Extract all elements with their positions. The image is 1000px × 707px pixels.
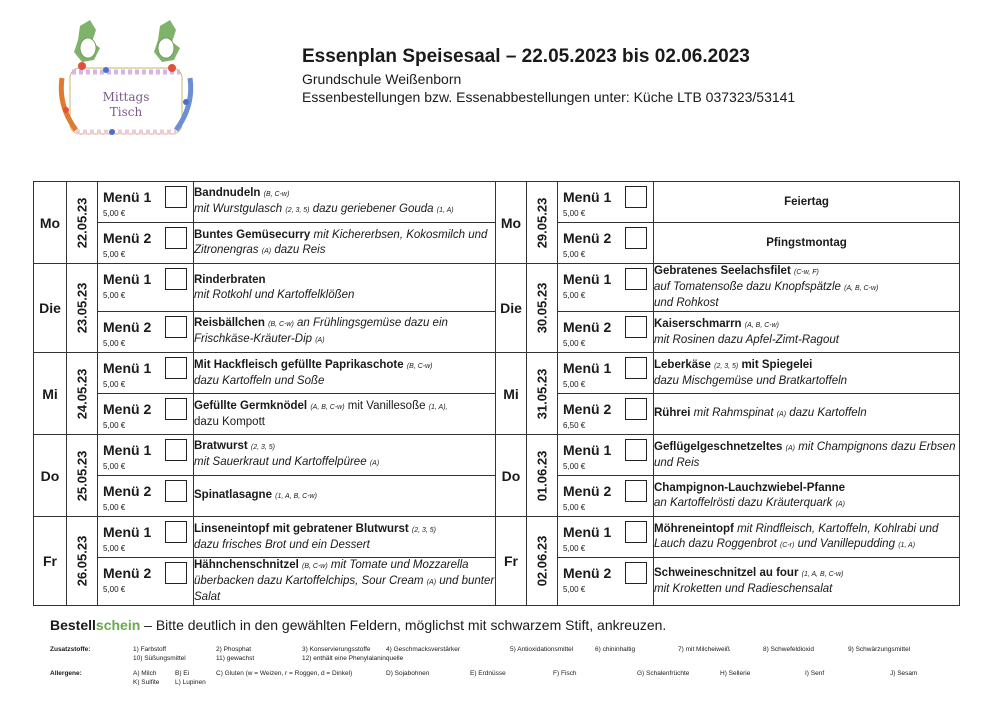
date-cell (67, 264, 98, 353)
menu-1-cell (98, 517, 194, 558)
menu-2-cell (98, 476, 194, 517)
menu-2-cell (558, 394, 654, 435)
date-cell (527, 182, 558, 264)
allergen-item: J) Sesam (890, 670, 918, 677)
allergen-item: A) Milch K) Sulfite (133, 670, 160, 686)
menu-price: 5,00 € (103, 544, 126, 553)
menu-label: Menü 1 (563, 271, 612, 287)
dish-menu-1: Mit Hackfleisch gefüllte Paprikaschote (B, C-w) dazu Kartoffeln und Soße (194, 353, 496, 394)
order-instruction: Bestellschein – Bitte deutlich in den gewählten Feldern, möglichst mit schwarzem Stift, ankreuzen. (50, 617, 667, 633)
order-checkbox[interactable] (165, 521, 187, 543)
date-label: 31.05.23 (534, 368, 550, 419)
dish-menu-2: Hähnchenschnitzel (B, C-w) mit Tomate und Mozzarella überbacken dazu Kartoffelchips, Sour Cream (A) und bunter Salat (194, 558, 496, 606)
order-checkbox[interactable] (165, 186, 187, 208)
weekday: Do (34, 435, 67, 517)
date-cell (67, 517, 98, 606)
date-label: 30.05.23 (534, 282, 550, 334)
menu-label: Menü 2 (563, 483, 612, 499)
order-checkbox[interactable] (165, 316, 187, 338)
allergen-item: I) Senf (805, 670, 825, 677)
order-checkbox[interactable] (625, 439, 647, 461)
order-checkbox[interactable] (165, 398, 187, 420)
menu-2-cell (98, 312, 194, 353)
additive-item: 8) Schwefeldioxid (763, 646, 814, 653)
dish-menu-2: Spinatlasagne (1, A, B, C-w) (194, 476, 496, 517)
menu-price: 5,00 € (563, 250, 586, 259)
menu-1-cell (558, 353, 654, 394)
dish-menu-2: Champignon-Lauchzwiebel-Pfanne an Kartoffelrösti dazu Kräuterquark (A) (654, 476, 960, 517)
menu-1-cell (558, 264, 654, 312)
date-label: 24.05.23 (74, 368, 90, 419)
date-cell (527, 264, 558, 353)
menu-1-cell (558, 435, 654, 476)
menu-2-cell (558, 558, 654, 606)
date-cell (67, 182, 98, 264)
date-label: 22.05.23 (74, 197, 90, 248)
menu-price: 5,00 € (103, 421, 126, 430)
menu-label: Menü 2 (103, 483, 152, 499)
dish-menu-2: Rührei mit Rahmspinat (A) dazu Kartoffeln (654, 394, 960, 435)
menu-label: Menü 1 (103, 524, 152, 540)
date-cell (67, 353, 98, 435)
dish-menu-1: Rinderbraten mit Rotkohl und Kartoffelklößen (194, 264, 496, 312)
dish-menu-1: Bratwurst (2, 3, 5) mit Sauerkraut und Kartoffelpüree (A) (194, 435, 496, 476)
menu-label: Menü 1 (103, 360, 152, 376)
mittagstisch-logo (52, 18, 200, 138)
menu-label: Menü 1 (103, 271, 152, 287)
dish-menu-2: Kaiserschmarrn (A, B, C-w) mit Rosinen dazu Apfel-Zimt-Ragout (654, 312, 960, 353)
additive-item: 3) Konservierungsstoffe 12) enthält eine Phenylalaninquelle (302, 646, 404, 662)
menu-2-cell (98, 394, 194, 435)
menu-label: Menü 1 (103, 189, 152, 205)
allergen-item: G) Schalenfrüchte (637, 670, 690, 677)
dish-menu-1: Leberkäse (2, 3, 5) mit Spiegelei dazu Mischgemüse und Bratkartoffeln (654, 353, 960, 394)
menu-price: 5,00 € (563, 209, 586, 218)
allergens-label: Allergene: (50, 670, 82, 677)
menu-price: 5,00 € (563, 585, 586, 594)
additive-item: 6) chininhaltig (595, 646, 636, 653)
order-checkbox[interactable] (165, 227, 187, 249)
additive-item: 5) Antioxidationsmittel (510, 646, 574, 653)
menu-2-cell (558, 312, 654, 353)
weekday: Do (496, 435, 527, 517)
menu-label: Menü 2 (103, 319, 152, 335)
menu-price: 5,00 € (563, 462, 586, 471)
date-cell (527, 435, 558, 517)
weekday: Die (34, 264, 67, 353)
menu-2-cell (558, 223, 654, 264)
dish-menu-1: Möhreneintopf mit Rindfleisch, Kartoffeln, Kohlrabi und Lauch dazu Roggenbrot (C-r) und Vanillepudding (1, A) (654, 517, 960, 558)
menu-price: 5,00 € (103, 503, 126, 512)
date-cell (67, 435, 98, 517)
allergen-item: E) Erdnüsse (470, 670, 506, 677)
menu-label: Menü 2 (563, 230, 612, 246)
menu-price: 5,00 € (103, 339, 126, 348)
menu-1-cell (558, 517, 654, 558)
menu-1-cell (98, 435, 194, 476)
dish-menu-1: Feiertag (654, 182, 960, 223)
school-name: Grundschule Weißenborn (302, 71, 462, 87)
menu-2-cell (98, 223, 194, 264)
dish-menu-2: Reisbällchen (B, C-w) an Frühlingsgemüse dazu ein Frischkäse-Kräuter-Dip (A) (194, 312, 496, 353)
dish-menu-2: Pfingstmontag (654, 223, 960, 264)
additive-item: 9) Schwärzungsmittel (848, 646, 911, 653)
menu-price: 5,00 € (103, 291, 126, 300)
date-label: 02.06.23 (534, 535, 550, 587)
order-checkbox[interactable] (625, 357, 647, 379)
menu-1-cell (98, 353, 194, 394)
svg-text:Tisch: Tisch (109, 105, 143, 119)
order-checkbox[interactable] (625, 186, 647, 208)
menu-2-cell (98, 558, 194, 606)
additives-label: Zusatzstoffe: (50, 646, 91, 653)
weekday: Mo (34, 182, 67, 264)
menu-price: 6,50 € (563, 421, 586, 430)
additive-item: 7) mit Milcheiweiß (678, 646, 731, 653)
menu-2-cell (558, 476, 654, 517)
date-label: 29.05.23 (534, 197, 550, 248)
allergen-item: C) Gluten (w = Weizen, r = Roggen, d = Dinkel) (216, 670, 353, 677)
dish-menu-1: Bandnudeln (B, C-w) mit Wurstgulasch (2, 3, 5) dazu geriebener Gouda (1, A) (194, 182, 496, 223)
menu-price: 5,00 € (103, 462, 126, 471)
menu-1-cell (98, 182, 194, 223)
date-cell (527, 353, 558, 435)
date-label: 01.06.23 (534, 450, 550, 501)
menu-label: Menü 2 (563, 319, 612, 335)
menu-price: 5,00 € (563, 291, 586, 300)
order-checkbox[interactable] (625, 398, 647, 420)
order-checkbox[interactable] (625, 521, 647, 543)
menu-price: 5,00 € (563, 544, 586, 553)
allergen-item: D) Sojabohnen (386, 670, 430, 677)
allergen-item: H) Sellerie (720, 670, 751, 677)
page-title: Essenplan Speisesaal – 22.05.2023 bis 02.06.2023 (302, 46, 750, 67)
menu-label: Menü 1 (563, 189, 612, 205)
menu-label: Menü 1 (563, 442, 612, 458)
additive-item: 2) Phosphat 11) gewachst (216, 646, 255, 662)
contact-line: Essenbestellungen bzw. Essenabbestellungen unter: Küche LTB 037323/53141 (302, 89, 796, 105)
order-checkbox[interactable] (625, 316, 647, 338)
menu-price: 5,00 € (103, 209, 126, 218)
order-checkbox[interactable] (165, 268, 187, 290)
weekday: Mo (496, 182, 527, 264)
menu-price: 5,00 € (103, 250, 126, 259)
allergen-item: F) Fisch (553, 670, 577, 677)
weekday: Mi (496, 353, 527, 435)
menu-label: Menü 2 (563, 401, 612, 417)
menu-plan-table (33, 181, 960, 606)
weekday: Mi (34, 353, 67, 435)
header (302, 46, 795, 106)
date-cell (527, 517, 558, 606)
menu-label: Menü 2 (103, 401, 152, 417)
order-checkbox[interactable] (625, 227, 647, 249)
menu-label: Menü 1 (563, 524, 612, 540)
order-checkbox[interactable] (165, 439, 187, 461)
menu-label: Menü 2 (103, 565, 152, 581)
allergen-item: B) Ei L) Lupinen (175, 670, 206, 686)
menu-label: Menü 2 (103, 230, 152, 246)
additive-item: 1) Farbstoff 10) Süßungsmittel (133, 646, 186, 662)
order-checkbox[interactable] (625, 480, 647, 502)
menu-price: 5,00 € (563, 339, 586, 348)
order-checkbox[interactable] (165, 562, 187, 584)
weekday: Fr (496, 517, 527, 606)
menu-1-cell (558, 182, 654, 223)
order-checkbox[interactable] (165, 480, 187, 502)
dish-menu-1: Linseneintopf mit gebratener Blutwurst (2, 3, 5) dazu frisches Brot und ein Dessert (194, 517, 496, 558)
svg-text:Mittags: Mittags (102, 90, 150, 104)
date-label: 23.05.23 (74, 282, 90, 334)
dish-menu-2: Schweineschnitzel au four (1, A, B, C-w) mit Kroketten und Radieschensalat (654, 558, 960, 606)
menu-label: Menü 1 (103, 442, 152, 458)
menu-price: 5,00 € (103, 585, 126, 594)
menu-label: Menü 1 (563, 360, 612, 376)
menu-price: 5,00 € (103, 380, 126, 389)
weekday: Fr (34, 517, 67, 606)
menu-1-cell (98, 264, 194, 312)
menu-label: Menü 2 (563, 565, 612, 581)
menu-price: 5,00 € (563, 380, 586, 389)
additive-item: 4) Geschmacksverstärker (386, 646, 461, 653)
weekday: Die (496, 264, 527, 353)
dish-menu-2: Gefüllte Germknödel (A, B, C-w) mit Vanillesoße (1, A), dazu Kompott (194, 394, 496, 435)
dish-menu-1: Geflügelgeschnetzeltes (A) mit Champignons dazu Erbsen und Reis (654, 435, 960, 476)
order-checkbox[interactable] (165, 357, 187, 379)
date-label: 26.05.23 (74, 535, 90, 587)
order-checkbox[interactable] (625, 562, 647, 584)
dish-menu-2: Buntes Gemüsecurry mit Kichererbsen, Kokosmilch und Zitronengras (A) dazu Reis (194, 223, 496, 264)
menu-price: 5,00 € (563, 503, 586, 512)
date-label: 25.05.23 (74, 450, 90, 501)
dish-menu-1: Gebratenes Seelachsfilet (C-w, F) auf Tomatensoße dazu Knopfspätzle (A, B, C-w) und Rohkost (654, 264, 960, 312)
order-checkbox[interactable] (625, 268, 647, 290)
